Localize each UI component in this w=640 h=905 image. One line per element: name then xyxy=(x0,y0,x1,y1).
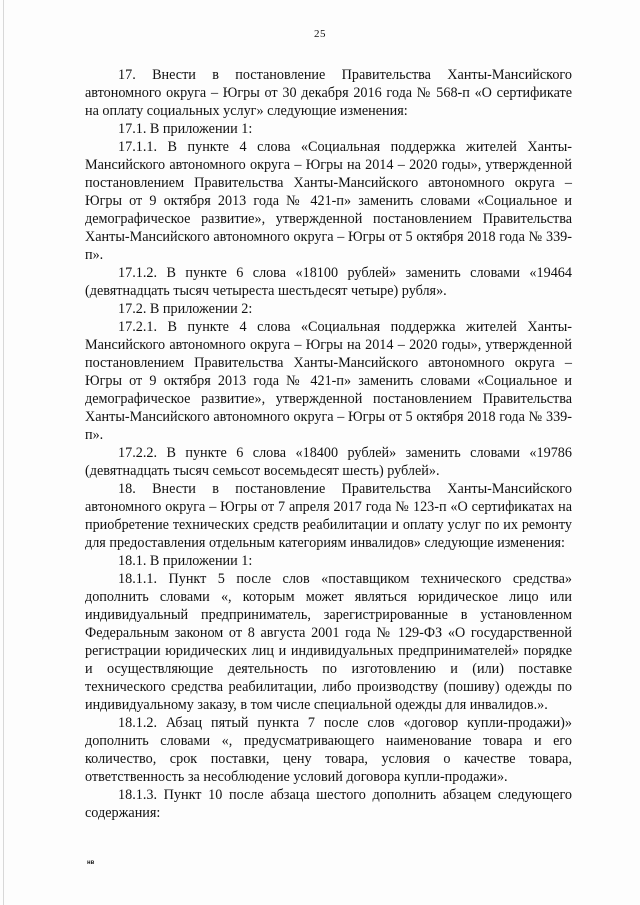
paragraph-17-2-1: 17.2.1. В пункте 4 слова «Социальная поддержка жителей Ханты-Мансийского автономного округа – Югры на 2014 – 2020 годы», утвержденной постановлением Правительства Ханты-Мансийского автономного округа – Югры от 9 октября 2013 года № 421-п» заменить словами «Социальное и демографическое развитие», утвержденной постановлением Правительства Ханты-Мансийского автономного округа – Югры от 5 октября 2018 года № 339-п». xyxy=(85,319,572,443)
paragraph-17-2: 17.2. В приложении 2: xyxy=(118,301,253,317)
paragraph-18-1-1: 18.1.1. Пункт 5 после слов «поставщиком технического средства» дополнить словами «, которым может являться юридическое лицо или индивидуальный предприниматель, зарегистрированные в установленном Федеральным законом от 8 августа 2001 года № 129-ФЗ «О государственной регистрации юридических лиц и индивидуальных предпринимателей» порядке и осуществляющие деятельность по изготовлению и (или) поставке технического средства реабилитации, либо производству (пошиву) одежды по индивидуальному заказу, в том числе специальной одежды для инвалидов.». xyxy=(85,571,572,713)
page-number: 25 xyxy=(314,28,326,40)
paragraph-18-1-3: 18.1.3. Пункт 10 после абзаца шестого дополнить абзацем следующего содержания: xyxy=(85,787,572,821)
paragraph-18-1-2: 18.1.2. Абзац пятый пункта 7 после слов «договор купли-продажи)» дополнить словами «, предусматривающего наименование товара и его количество, срок поставки, цену товара, условия о качестве товара, ответственность за несоблюдение условий договора купли-продажи». xyxy=(85,715,572,785)
paragraph-18-1: 18.1. В приложении 1: xyxy=(118,553,253,569)
paragraph-17-2-2: 17.2.2. В пункте 6 слова «18400 рублей» заменить словами «19786 (девятнадцать тысяч семьсот восемьдесят шесть) рублей». xyxy=(85,445,572,479)
paragraph-17: 17. Внести в постановление Правительства Ханты-Мансийского автономного округа – Югры от 30 декабря 2016 года № 568-п «О сертификате на оплату социальных услуг» следующие изменения: xyxy=(85,67,572,119)
paragraph-17-1: 17.1. В приложении 1: xyxy=(118,121,253,137)
document-body xyxy=(85,66,572,822)
paragraph-17-1-1: 17.1.1. В пункте 4 слова «Социальная поддержка жителей Ханты-Мансийского автономного округа – Югры на 2014 – 2020 годы», утвержденной постановлением Правительства Ханты-Мансийского автономного округа – Югры от 9 октября 2013 года № 421-п» заменить словами «Социальное и демографическое развитие», утвержденной постановлением Правительства Ханты-Мансийского автономного округа – Югры от 5 октября 2018 года № 339-п». xyxy=(85,139,572,263)
footer-mark: нв xyxy=(87,860,95,866)
paragraph-18: 18. Внести в постановление Правительства Ханты-Мансийского автономного округа – Югры от 7 апреля 2017 года № 123-п «О сертификатах на приобретение технических средств реабилитации и оплату услуг по их ремонту для предоставления отдельным категориям инвалидов» следующие изменения: xyxy=(85,481,572,551)
page-edge xyxy=(3,0,4,905)
paragraph-17-1-2: 17.1.2. В пункте 6 слова «18100 рублей» заменить словами «19464 (девятнадцать тысяч четыреста шестьдесят четыре) рубля». xyxy=(85,265,572,299)
